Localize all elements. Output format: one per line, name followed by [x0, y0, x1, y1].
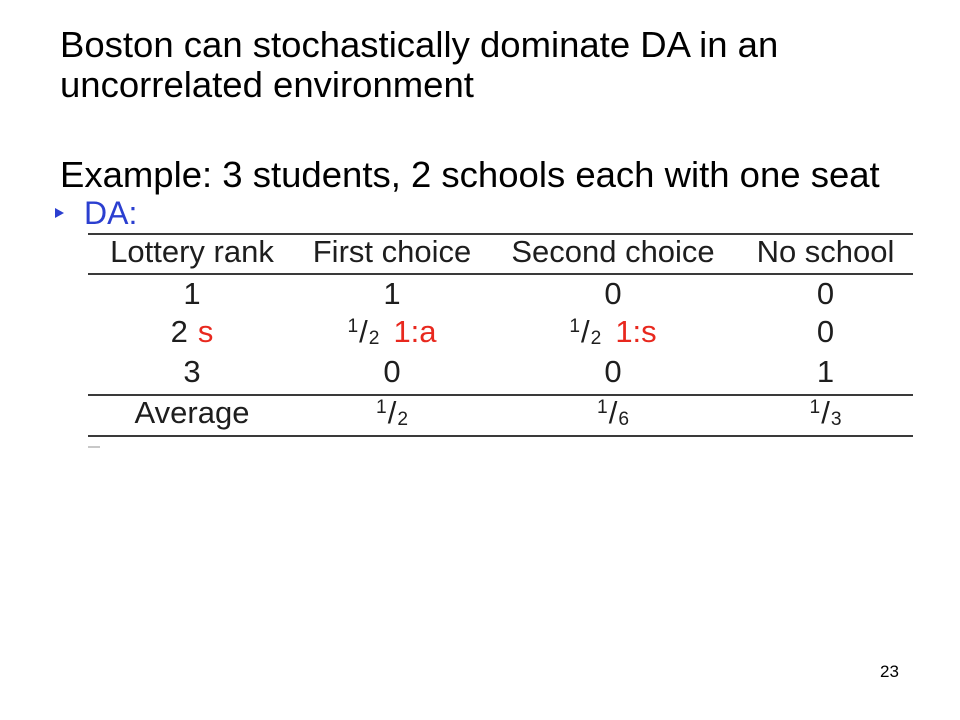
second-choice-value: 0: [604, 276, 622, 311]
page-number: 23: [880, 662, 899, 681]
first-choice-fraction: [347, 314, 379, 349]
column-header-first-choice: First choice: [312, 234, 472, 269]
fraction-numerator: 1: [597, 397, 608, 419]
second-choice-note: 1:s: [615, 314, 657, 349]
fraction-slash: /: [387, 395, 397, 430]
table-row: [88, 275, 913, 313]
first-choice-note: 1:a: [393, 314, 437, 349]
slide-title-line-2: uncorrelated environment: [60, 64, 474, 105]
average-no-school-fraction: [810, 395, 842, 430]
table-header-row: [88, 233, 913, 271]
cell-lottery-rank: [88, 313, 296, 351]
fraction-denominator: 2: [368, 327, 380, 349]
lottery-rank-value: 2: [170, 314, 188, 349]
no-school-value: 0: [816, 314, 835, 349]
first-choice-value: 0: [383, 354, 401, 389]
fraction-numerator: 1: [569, 316, 580, 338]
cell-lottery-rank: [88, 275, 296, 313]
cell-no-school: [738, 313, 913, 351]
fraction-slash: /: [608, 395, 618, 430]
no-school-value: 1: [816, 354, 835, 389]
partial-rule-fragment: [88, 446, 100, 448]
cell-first-choice: [296, 394, 488, 432]
cell-first-choice: [296, 275, 488, 313]
cell-no-school: [738, 275, 913, 313]
table-row: [88, 313, 913, 351]
lottery-rank-value: 3: [183, 354, 201, 389]
second-choice-fraction: [569, 314, 601, 349]
table-row: [88, 353, 913, 391]
fraction-numerator: 1: [376, 397, 387, 419]
fraction-slash: /: [359, 314, 368, 349]
cell-second-choice: [488, 275, 738, 313]
table-bottom-rule: [88, 435, 913, 437]
cell-second-choice: [488, 313, 738, 351]
fraction-slash: /: [581, 314, 590, 349]
cell-second-choice: [488, 394, 738, 432]
fraction-numerator: 1: [347, 316, 359, 338]
column-header-no-school: No school: [756, 234, 895, 269]
lottery-rank-note: s: [197, 314, 214, 349]
table-average-row: [88, 394, 913, 432]
cell-no-school: [738, 394, 913, 432]
fraction-denominator: 2: [590, 327, 602, 349]
triangle-bullet-icon: [55, 208, 64, 218]
column-header-lottery-rank: Lottery rank: [110, 234, 274, 269]
lottery-rank-value: 1: [183, 276, 201, 311]
bullet-label-da: DA:: [84, 195, 138, 231]
cell-second-choice: [488, 353, 738, 391]
fraction-denominator: 3: [830, 408, 842, 430]
fraction-numerator: 1: [809, 397, 821, 419]
cell-lottery-rank: [88, 353, 296, 391]
column-header-second-choice: Second choice: [511, 234, 715, 269]
slide-title-line-1: Boston can stochastically dominate DA in an: [60, 24, 779, 65]
cell-first-choice: [296, 313, 488, 351]
cell-no-school: [738, 353, 913, 391]
no-school-value: 0: [816, 276, 835, 311]
fraction-denominator: 6: [618, 408, 629, 430]
example-text: Example: 3 students, 2 schools each with one seat: [60, 154, 880, 195]
first-choice-value: 1: [383, 276, 401, 311]
average-first-choice-fraction: [376, 395, 408, 430]
average-second-choice-fraction: [597, 395, 629, 430]
triangle-bullet-shape: [55, 208, 64, 218]
fraction-denominator: 2: [397, 408, 408, 430]
fraction-slash: /: [821, 395, 830, 430]
cell-first-choice: [296, 353, 488, 391]
second-choice-value: 0: [604, 354, 622, 389]
average-label: Average: [134, 395, 250, 430]
